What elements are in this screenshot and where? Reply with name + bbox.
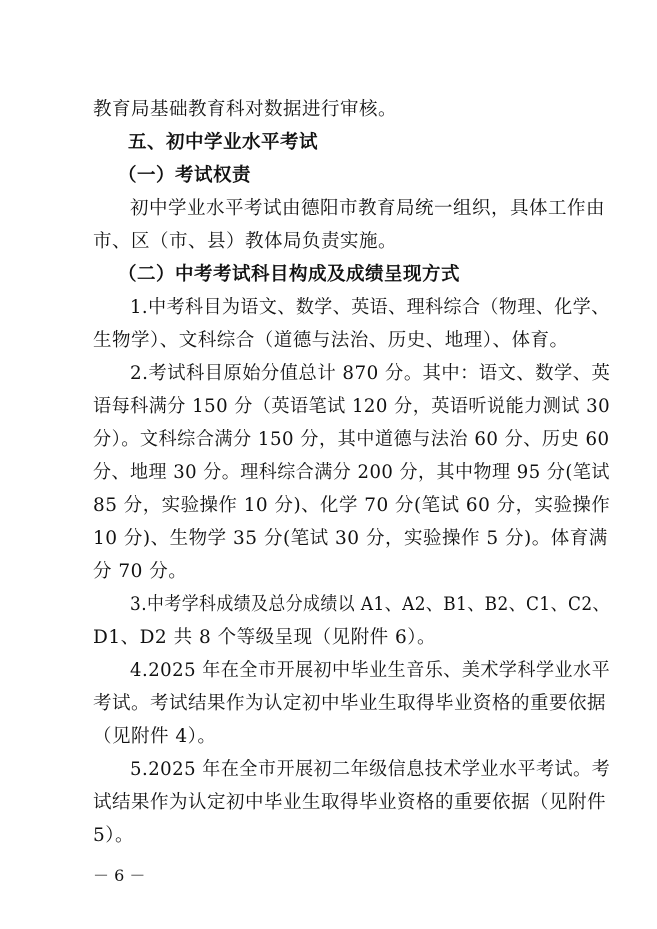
paragraph-line: 5）。 [93,825,135,846]
paragraph-line: 85 分，实验操作 10 分)、化学 70 分(笔试 60 分，实验操作 [93,495,611,516]
subsection-heading: （二）中考考试科目构成及成绩呈现方式 [118,264,461,285]
paragraph-line: 语每科满分 150 分（英语笔试 120 分，英语听说能力测试 30 [93,396,611,417]
paragraph-line: 考试。考试结果作为认定初中毕业生取得毕业资格的重要依据 [93,693,607,714]
paragraph-line: 初中学业水平考试由德阳市教育局统一组织，具体工作由 [130,198,606,219]
paragraph-line: 试结果作为认定初中毕业生取得毕业资格的重要依据（见附件 [93,792,607,813]
page-number: － 6 － [93,866,146,885]
paragraph-line: 2.考试科目原始分值总计 870 分。其中：语文、数学、英 [130,363,611,384]
paragraph-line: 教育局基础教育科对数据进行审核。 [93,99,398,120]
paragraph-line: 5.2025 年在全市开展初二年级信息技术学业水平考试。考 [130,759,611,780]
paragraph-line: 10 分)、生物学 35 分(笔试 30 分，实验操作 5 分)。体育满 [93,528,608,549]
paragraph-line: （见附件 4）。 [93,726,217,747]
paragraph-line: 市、区（市、县）教体局负责实施。 [93,231,398,252]
paragraph-line: 分、地理 30 分。理科综合满分 200 分，其中物理 95 分(笔试 [93,462,610,483]
paragraph-line: 3.中考学科成绩及总分成绩以 A1、A2、B1、B2、C1、C2、 [130,594,610,615]
paragraph-line: 分 70 分。 [93,561,188,582]
paragraph-line: 生物学）、文科综合（道德与法治、历史、地理）、体育。 [93,330,569,351]
paragraph-line: D1、D2 共 8 个等级呈现（见附件 6）。 [93,627,437,648]
paragraph-line: 分）。文科综合满分 150 分，其中道德与法治 60 分、历史 60 [93,429,610,450]
subsection-heading: （一）考试权责 [118,165,252,186]
section-heading: 五、初中学业水平考试 [128,132,319,153]
paragraph-line: 4.2025 年在全市开展初中毕业生音乐、美术学科学业水平 [130,660,611,681]
paragraph-line: 1.中考科目为语文、数学、英语、理科综合（物理、化学、 [130,297,610,318]
